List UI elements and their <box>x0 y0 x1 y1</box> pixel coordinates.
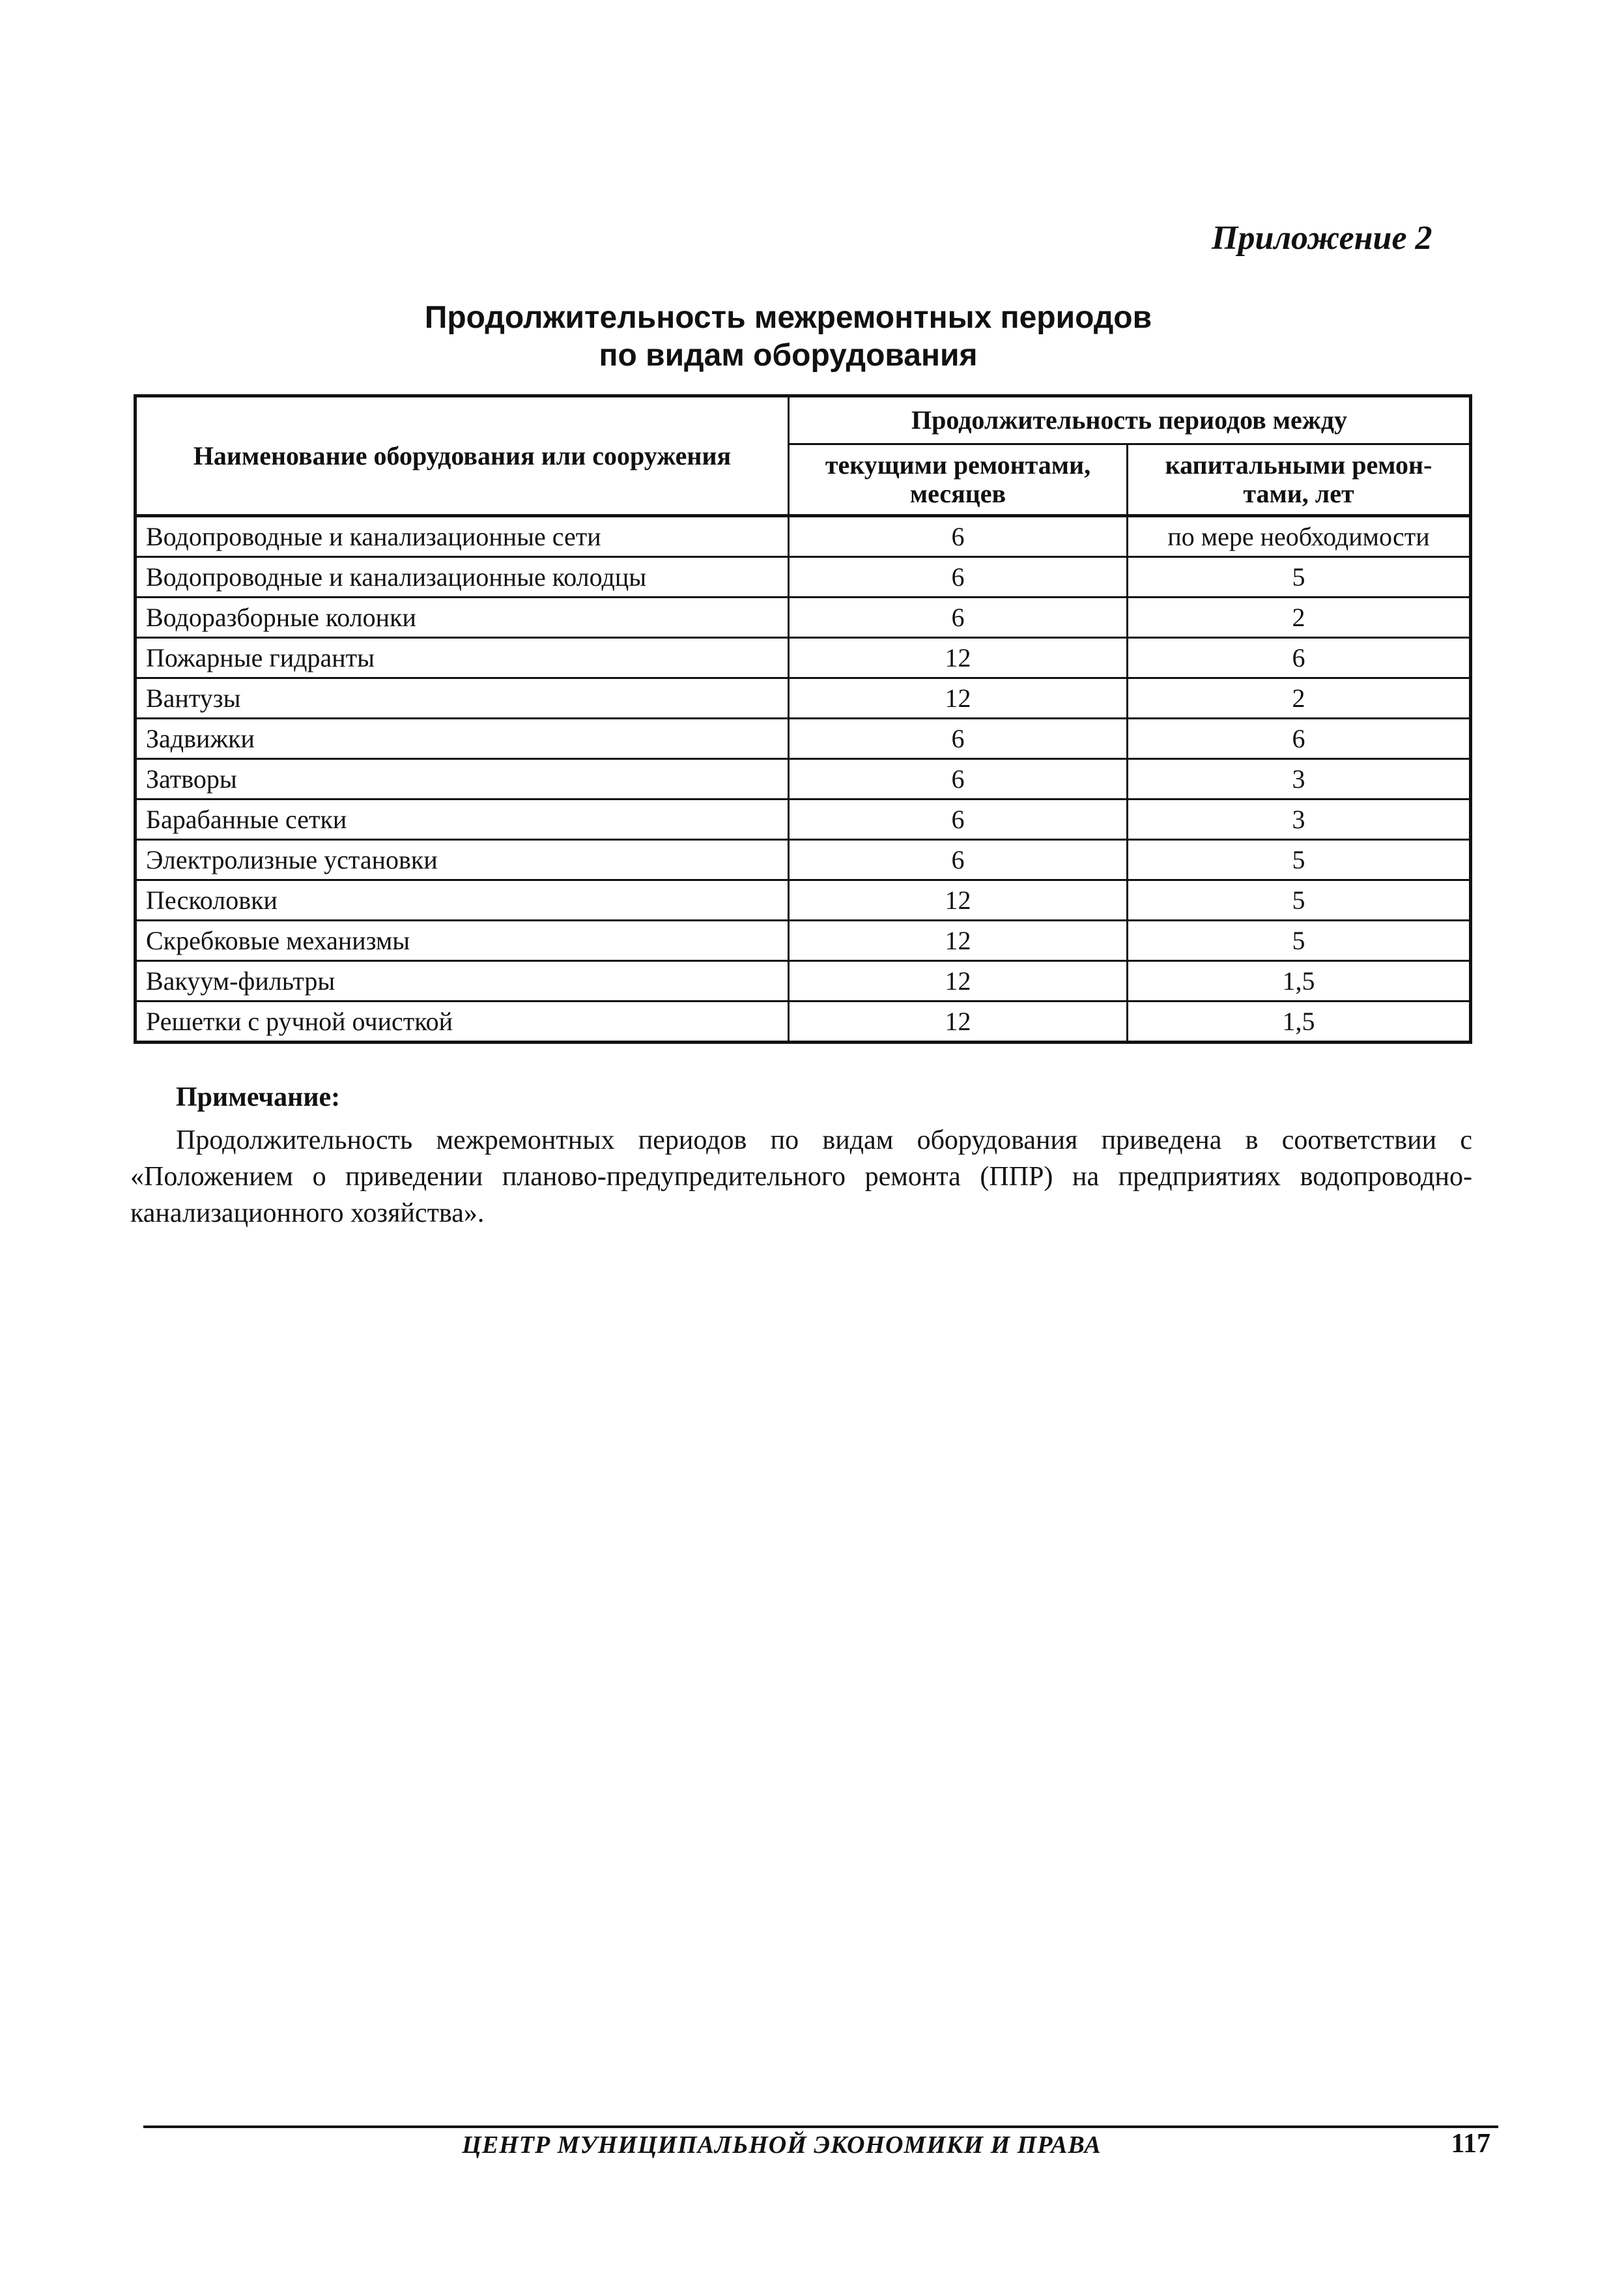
column-header-capital: капитальными ремон- тами, лет <box>1128 444 1471 516</box>
cell-equipment-name: Затворы <box>135 759 789 800</box>
cell-capital-repair: 6 <box>1128 638 1471 678</box>
cell-capital-repair: 5 <box>1128 921 1471 961</box>
cell-capital-repair: 1,5 <box>1128 961 1471 1001</box>
cell-current-repair: 12 <box>789 961 1128 1001</box>
cell-equipment-name: Пожарные гидранты <box>135 638 789 678</box>
cell-capital-repair: по мере необходимости <box>1128 516 1471 557</box>
cell-equipment-name: Вантузы <box>135 678 789 719</box>
cell-current-repair: 6 <box>789 800 1128 840</box>
footer-organization: ЦЕНТР МУНИЦИПАЛЬНОЙ ЭКОНОМИКИ И ПРАВА <box>462 2131 1102 2159</box>
cell-equipment-name: Задвижки <box>135 719 789 759</box>
cell-capital-repair: 3 <box>1128 800 1471 840</box>
table-row <box>135 921 1471 961</box>
table-row <box>135 598 1471 638</box>
cell-equipment-name: Вакуум-фильтры <box>135 961 789 1001</box>
cell-current-repair: 12 <box>789 880 1128 921</box>
cell-capital-repair: 5 <box>1128 557 1471 598</box>
document-title-line2: по видам оборудования <box>599 338 978 373</box>
table-row <box>135 1001 1471 1043</box>
document-title-line1: Продолжительность межремонтных периодов <box>424 300 1152 335</box>
table-row <box>135 961 1471 1001</box>
cell-current-repair: 12 <box>789 638 1128 678</box>
appendix-label: Приложение 2 <box>1212 220 1432 257</box>
cell-equipment-name: Скребковые механизмы <box>135 921 789 961</box>
cell-current-repair: 6 <box>789 598 1128 638</box>
column-header-group: Продолжительность периодов между <box>789 396 1471 444</box>
cell-capital-repair: 5 <box>1128 880 1471 921</box>
cell-capital-repair: 1,5 <box>1128 1001 1471 1043</box>
cell-equipment-name: Барабанные сетки <box>135 800 789 840</box>
note-text: Продолжительность межремонтных периодов по видам оборудования приведена в соответствии с «Положением о приведении планово-предупредительного ремонта (ППР) на предприятиях водопроводно-канализационного хозяйства». <box>130 1125 1472 1228</box>
column-header-name: Наименование оборудования или сооружения <box>135 396 789 516</box>
cell-capital-repair: 2 <box>1128 678 1471 719</box>
cell-current-repair: 12 <box>789 1001 1128 1043</box>
cell-equipment-name: Водопроводные и канализационные сети <box>135 516 789 557</box>
cell-current-repair: 6 <box>789 759 1128 800</box>
repair-periods-table <box>134 394 1472 1044</box>
cell-current-repair: 6 <box>789 840 1128 880</box>
cell-capital-repair: 6 <box>1128 719 1471 759</box>
table-row <box>135 880 1471 921</box>
table-row <box>135 719 1471 759</box>
cell-equipment-name: Электролизные установки <box>135 840 789 880</box>
cell-current-repair: 6 <box>789 719 1128 759</box>
note-title: Примечание: <box>176 1082 341 1112</box>
cell-equipment-name: Водоразборные колонки <box>135 598 789 638</box>
cell-equipment-name: Решетки с ручной очисткой <box>135 1001 789 1043</box>
cell-current-repair: 6 <box>789 557 1128 598</box>
cell-capital-repair: 5 <box>1128 840 1471 880</box>
footer-divider <box>143 2125 1498 2128</box>
table-row <box>135 557 1471 598</box>
cell-capital-repair: 2 <box>1128 598 1471 638</box>
cell-current-repair: 12 <box>789 678 1128 719</box>
table-row <box>135 759 1471 800</box>
table-row <box>135 638 1471 678</box>
cell-capital-repair: 3 <box>1128 759 1471 800</box>
cell-current-repair: 12 <box>789 921 1128 961</box>
table-row <box>135 800 1471 840</box>
cell-equipment-name: Водопроводные и канализационные колодцы <box>135 557 789 598</box>
table-row <box>135 516 1471 557</box>
cell-current-repair: 6 <box>789 516 1128 557</box>
column-header-current: текущими ремонтами, месяцев <box>789 444 1128 516</box>
table-header-row <box>135 396 1471 444</box>
table-row <box>135 840 1471 880</box>
page-number: 117 <box>1451 2129 1490 2159</box>
cell-equipment-name: Песколовки <box>135 880 789 921</box>
table-row <box>135 678 1471 719</box>
